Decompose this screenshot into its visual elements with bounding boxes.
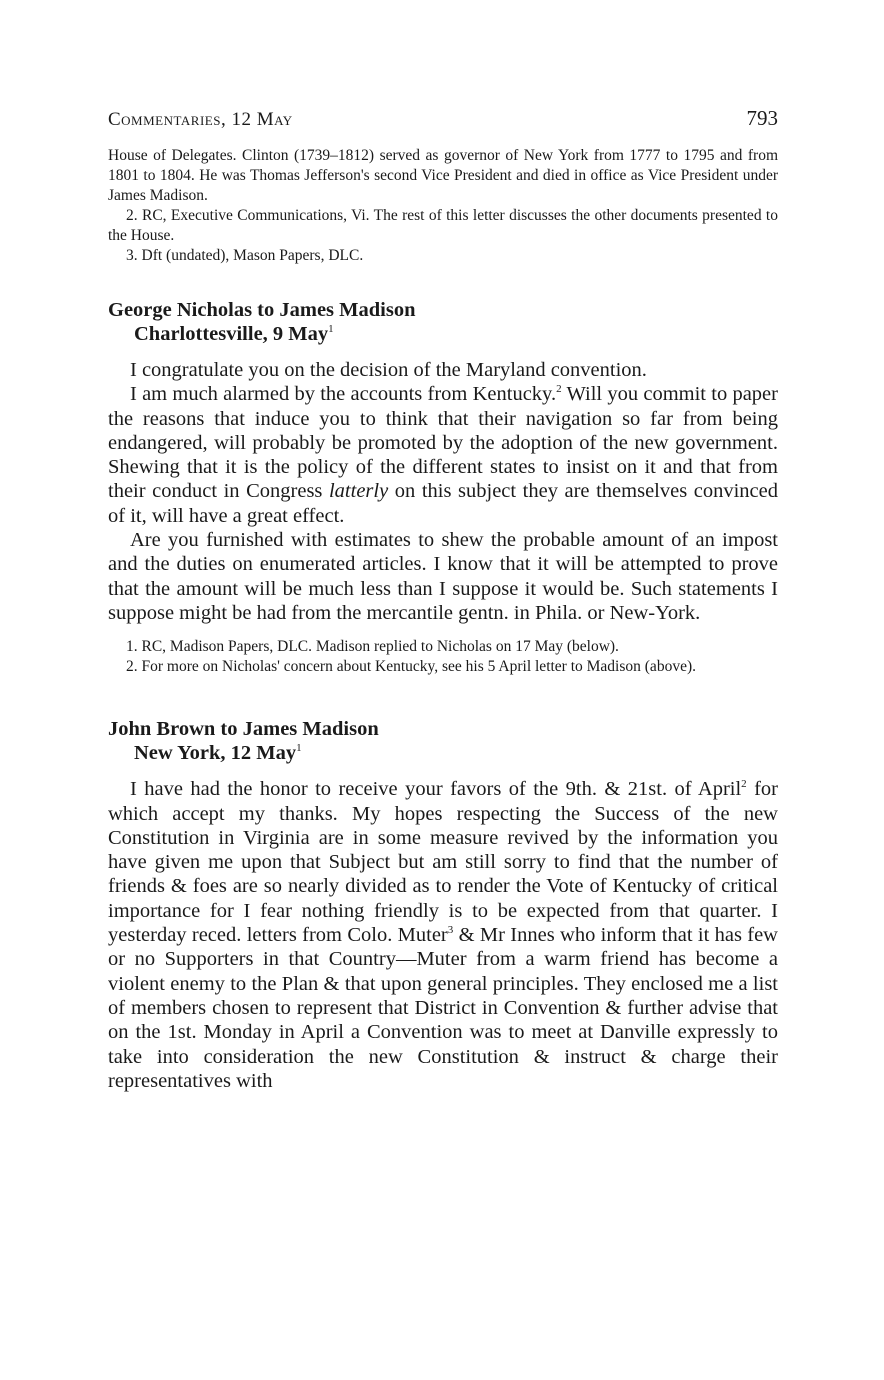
paragraph xyxy=(108,777,778,1093)
running-head-title: Commentaries, 12 May xyxy=(108,109,293,130)
text-run: & Mr Innes who inform that it has few or no Supporters in that Country—Muter from a warm friend has become a violent enemy to the Plan & that upon general principles. They enclosed me a list of members chosen to represent that District in Convention & further advise that on the 1st. Monday in April a Convention was to meet at Danville expressly to take into consideration the new Constitution & instruct & charge their representatives with xyxy=(108,924,778,1092)
footnote-marker: 3 xyxy=(447,924,454,937)
text-run: Will you commit to paper the reasons that induce you to think that their navigation so far from being endangered, will probably be promoted by the adoption of the new government. Shewing that it is the policy of the different states to insist on it and that from their conduct in Congress xyxy=(108,383,778,503)
note-2: 2. RC, Executive Communications, Vi. The rest of this letter discusses the other documents presented to the House. xyxy=(108,207,778,244)
text-run: I am much alarmed by the accounts from Kentucky. xyxy=(130,383,557,406)
text-run: I have had the honor to receive your favors of the 9th. & 21st. of April xyxy=(130,778,742,801)
dateline-text: Charlottesville, 9 May xyxy=(134,323,329,345)
heading-dateline xyxy=(108,741,778,765)
page-number: 793 xyxy=(746,106,778,130)
page xyxy=(108,106,778,1093)
text-run: for which accept my thanks. My hopes respecting the Success of the new Constitution in Virginia are in some measure revived by the information you have given me upon that Subject but am still sorry to find that the number of friends & foes are so nearly divided as to render the Vote of Kentucky of critical importance for I fear nothing friendly is to be expected from that quarter. I yesterday reced. letters from Colo. Muter xyxy=(108,778,778,947)
document-heading-nicholas xyxy=(108,298,778,346)
italic-text: latterly xyxy=(328,480,389,503)
heading-title: John Brown to James Madison xyxy=(108,718,379,741)
footnote-2: 2. For more on Nicholas' concern about Kentucky, see his 5 April letter to Madison (above). xyxy=(126,658,696,676)
heading-title: George Nicholas to James Madison xyxy=(108,299,416,321)
letter-body-nicholas xyxy=(108,358,778,625)
heading-dateline xyxy=(108,322,778,346)
document-heading-brown xyxy=(108,717,778,765)
footnote-1: 1. RC, Madison Papers, DLC. Madison replied to Nicholas on 17 May (below). xyxy=(126,638,619,656)
running-head xyxy=(108,106,778,142)
paragraph: I congratulate you on the decision of the Maryland convention. xyxy=(130,359,647,381)
dateline-text: New York, 12 May xyxy=(134,742,297,765)
note-continued: House of Delegates. Clinton (1739–1812) served as governor of New York from 1777 to 1795 and from 1801 to 1804. He was Thomas Jefferson's second Vice President and died in office as Vice President under James Madison. xyxy=(108,147,778,204)
footnote-marker: 1 xyxy=(296,742,302,755)
letter-body-brown xyxy=(108,777,778,1093)
note-3: 3. Dft (undated), Mason Papers, DLC. xyxy=(126,247,364,264)
top-notes xyxy=(108,146,778,266)
footnote-marker: 2 xyxy=(741,778,747,791)
notes-nicholas xyxy=(108,637,778,677)
text-run: on this subject they are themselves convinced of it, will have a great effect. xyxy=(108,480,778,527)
footnote-marker: 1 xyxy=(328,323,334,336)
paragraph xyxy=(108,382,778,528)
footnote-marker: 2 xyxy=(556,383,562,396)
paragraph: Are you furnished with estimates to shew the probable amount of an impost and the duties on enumerated articles. I know that it will be attempted to prove that the amount will be much less than I suppose it would be. Such statements I suppose might be had from the mercantile gentn. in Phila. or New-York. xyxy=(108,529,778,624)
